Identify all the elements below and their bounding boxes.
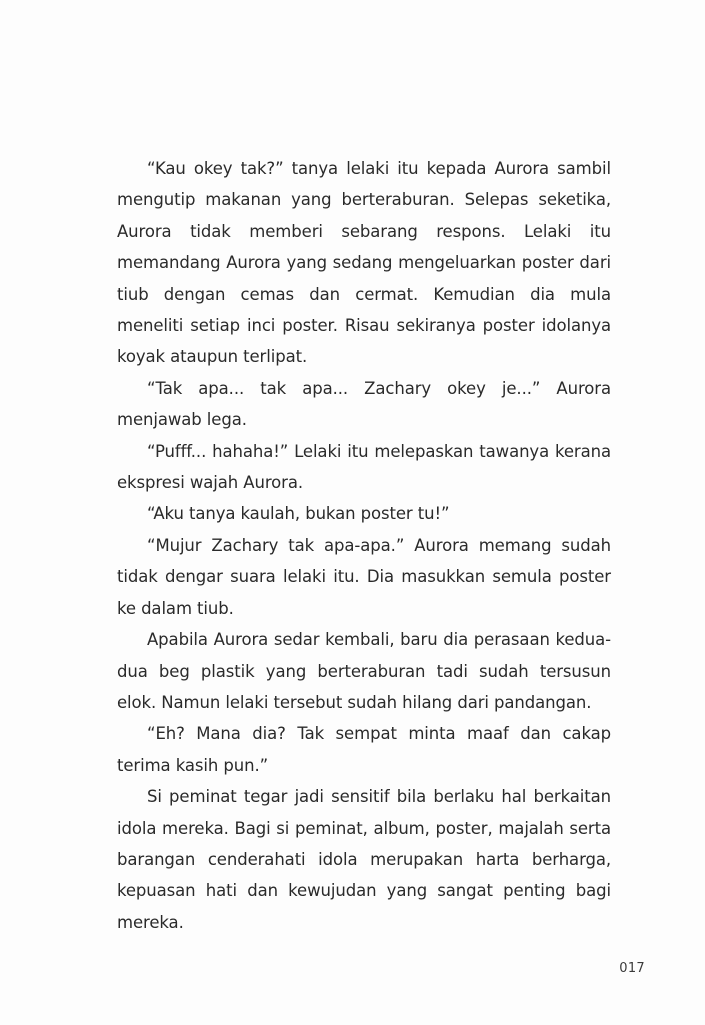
paragraph: Si peminat tegar jadi sensitif bila berlaku hal berkaitan idola mereka. Bagi si peminat, album, poster, majalah serta barangan cenderahati idola merupakan harta berharga, kepuasan hati dan kewujudan yang sangat penting bagi mereka.	[117, 787, 611, 932]
paragraph: “Pufff... hahaha!” Lelaki itu melepaskan tawanya kerana ekspresi wajah Aurora.	[117, 441, 611, 493]
paragraph: “Mujur Zachary tak apa-apa.” Aurora memang sudah tidak dengar suara lelaki itu. Dia masukkan semula poster ke dalam tiub.	[117, 535, 611, 618]
page-number: 017	[619, 961, 645, 976]
paragraph: “Aku tanya kaulah, bukan poster tu!”	[147, 504, 450, 524]
paragraph: “Tak apa... tak apa... Zachary okey je...” Aurora menjawab lega.	[117, 378, 611, 430]
paragraph: “Kau okey tak?” tanya lelaki itu kepada Aurora sambil mengutip makanan yang berteraburan. Selepas seketika, Aurora tidak memberi sebarang respons. Lelaki itu memandang Aurora yang sedang mengeluarkan poster dari tiub dengan cemas dan cermat. Kemudian dia mula meneliti setiap inci poster. Risau sekiranya poster idolanya koyak ataupun terlipat.	[117, 159, 611, 367]
paragraph: “Eh? Mana dia? Tak sempat minta maaf dan cakap terima kasih pun.”	[117, 724, 611, 775]
body-text	[117, 153, 611, 938]
paragraph: Apabila Aurora sedar kembali, baru dia perasaan kedua-dua beg plastik yang berteraburan tadi sudah tersusun elok. Namun lelaki tersebut sudah hilang dari pandangan.	[117, 630, 611, 712]
